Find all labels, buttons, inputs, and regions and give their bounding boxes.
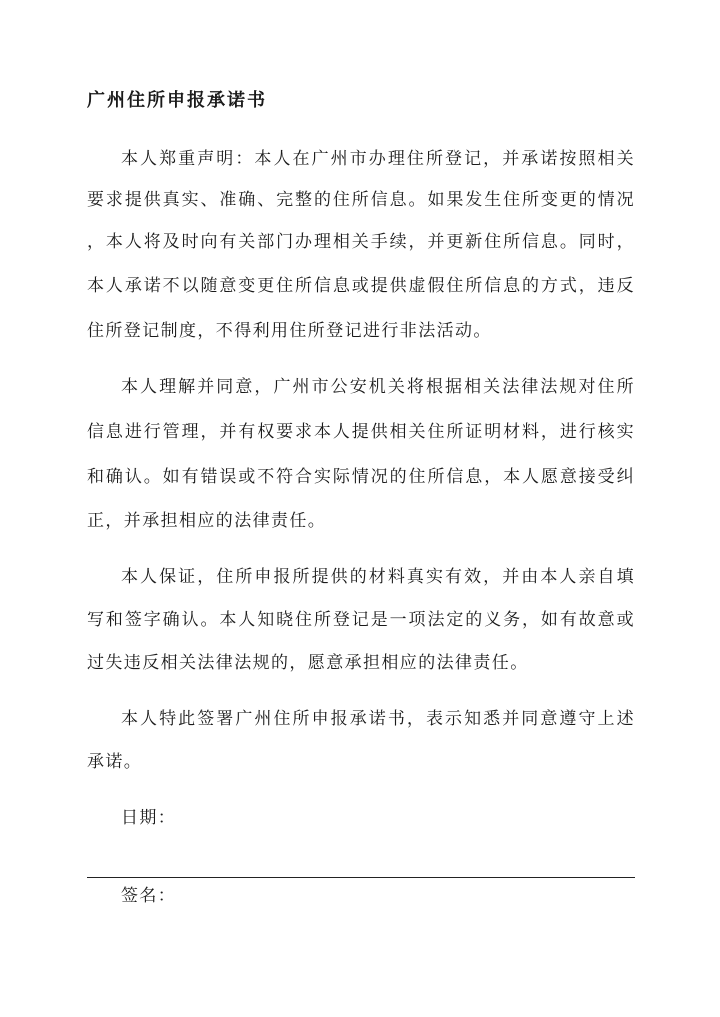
paragraph-2-line-4: 正，并承担相应的法律责任。: [87, 511, 327, 531]
paragraph-3-line-2: 写和签字确认。本人知晓住所登记是一项法定的义务，如有故意或: [87, 610, 635, 630]
paragraph-1-line-3: ，本人将及时向有关部门办理相关手续，并更新住所信息。同时，: [87, 232, 635, 252]
paragraph-2-line-3: 和确认。如有错误或不符合实际情况的住所信息，本人愿意接受纠: [87, 467, 635, 487]
paragraph-2-line-1: 本人理解并同意，广州市公安机关将根据相关法律法规对住所: [121, 377, 635, 397]
paragraph-3-line-1: 本人保证，住所申报所提供的材料真实有效，并由本人亲自填: [121, 567, 635, 587]
date-label: 日期：: [121, 808, 177, 828]
paragraph-1-line-2: 要求提供真实、准确、完整的住所信息。如果发生住所变更的情况: [87, 190, 635, 210]
paragraph-4-line-2: 承诺。: [87, 752, 143, 772]
paragraph-1-line-5: 住所登记制度，不得利用住所登记进行非法活动。: [87, 321, 492, 341]
signature-divider: [87, 877, 635, 878]
paragraph-3-line-3: 过失违反相关法律法规的，愿意承担相应的法律责任。: [87, 653, 529, 673]
paragraph-1-line-4: 本人承诺不以随意变更住所信息或提供虚假住所信息的方式，违反: [87, 276, 635, 296]
paragraph-2-line-2: 信息进行管理，并有权要求本人提供相关住所证明材料，进行核实: [87, 422, 635, 442]
paragraph-1-line-1: 本人郑重声明：本人在广州市办理住所登记，并承诺按照相关: [121, 149, 635, 169]
document-title: 广州住所申报承诺书: [87, 90, 267, 111]
signature-label: 签名：: [121, 886, 177, 906]
paragraph-4-line-1: 本人特此签署广州住所申报承诺书，表示知悉并同意遵守上述: [121, 709, 635, 729]
